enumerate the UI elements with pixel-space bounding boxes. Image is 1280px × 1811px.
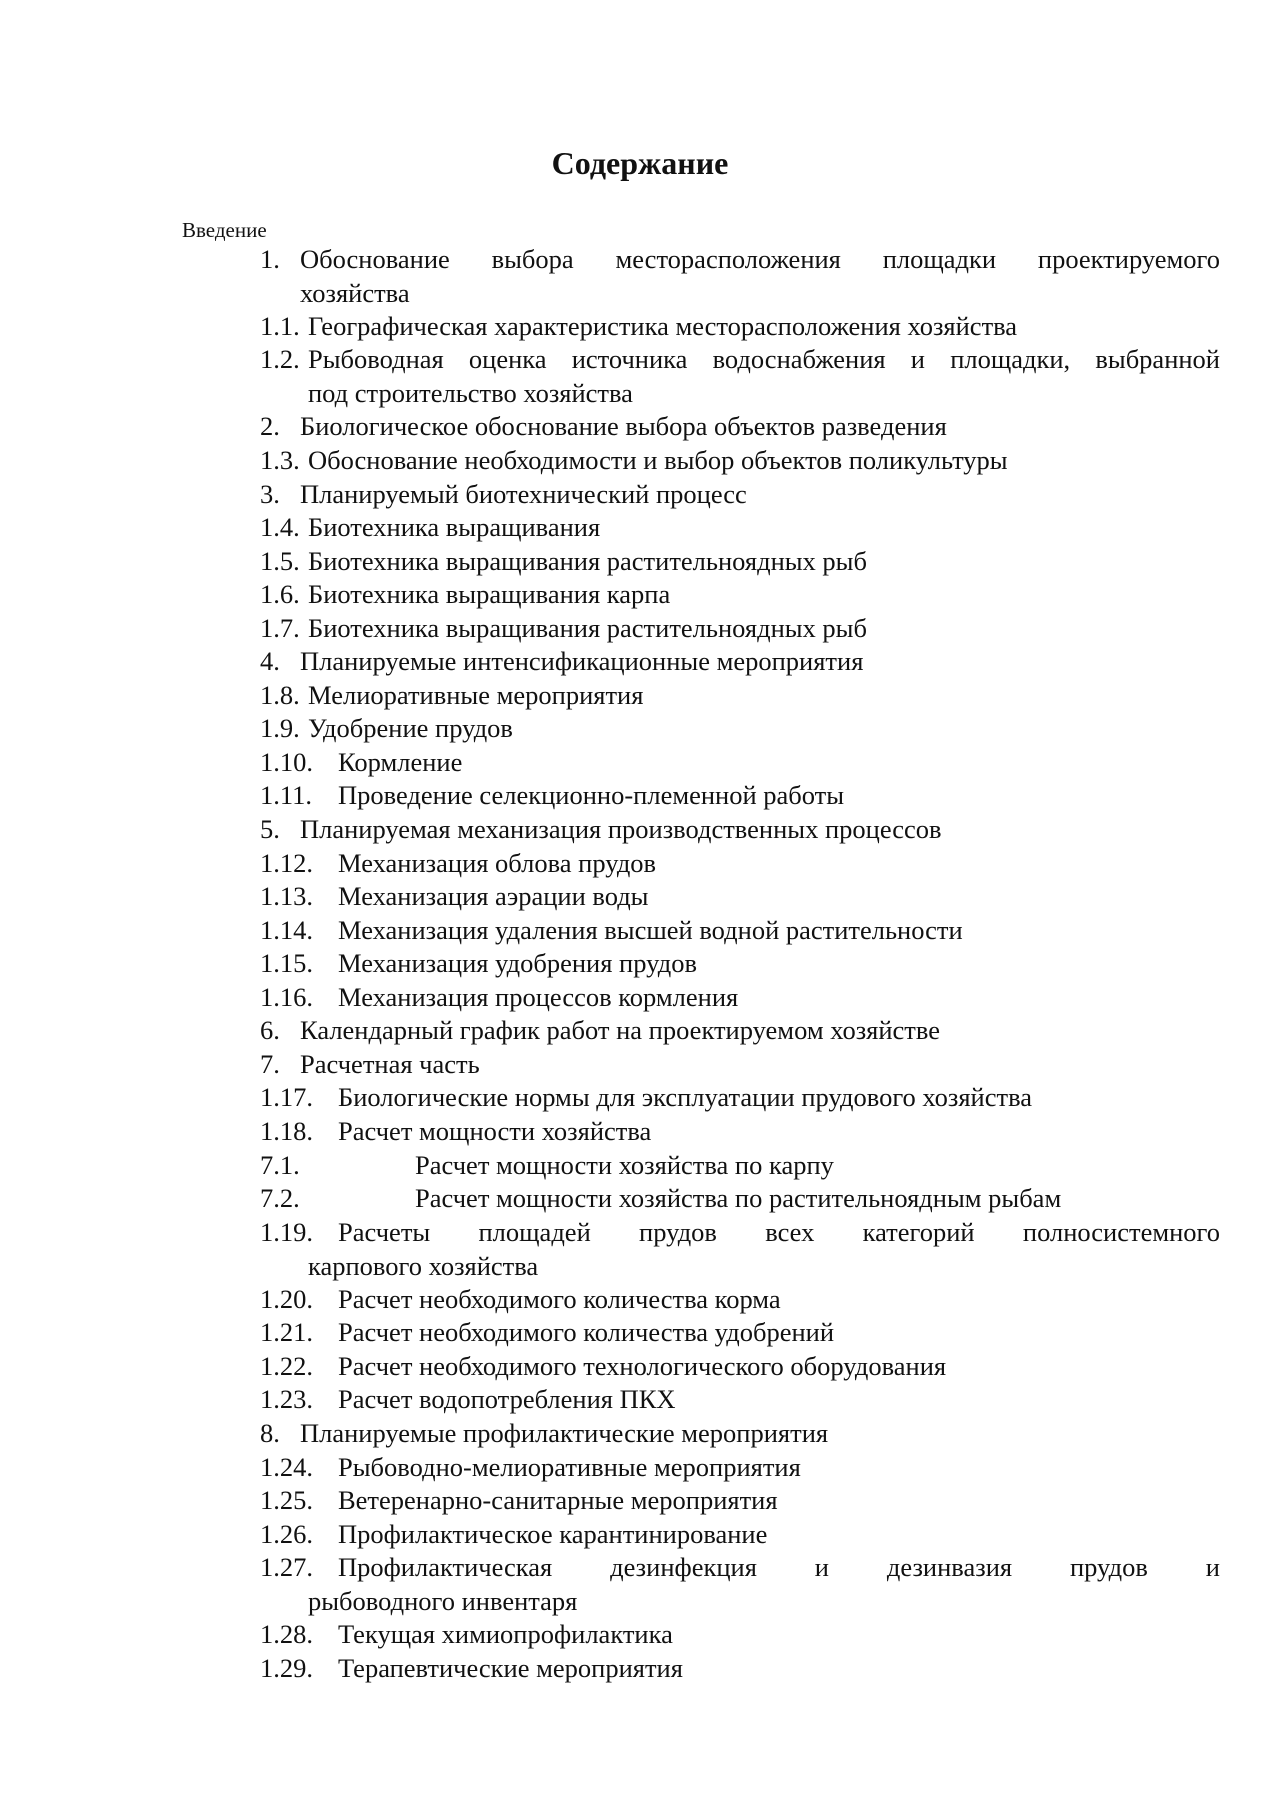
toc-number: 2. <box>260 411 280 441</box>
toc-number: 1.3. <box>260 445 300 475</box>
toc-number: 1.13. <box>260 881 313 911</box>
toc-number: 1.9. <box>260 713 300 743</box>
toc-title: Расчеты площадей прудов всех категорий полносистемного <box>338 1217 1220 1247</box>
toc-entry <box>260 1484 1220 1518</box>
toc-title: Механизация аэрации воды <box>338 881 649 911</box>
toc-title: Механизация облова прудов <box>338 848 657 878</box>
toc-number: 1.15. <box>260 948 313 978</box>
toc-title: Планируемые интенсификационные мероприятия <box>300 646 864 676</box>
toc-entry <box>260 511 1220 545</box>
toc-title: Удобрение прудов <box>308 713 513 743</box>
toc-entry <box>260 1551 1220 1618</box>
toc-intro: Введение <box>182 218 267 242</box>
toc-title: Биологические нормы для эксплуатации прудового хозяйства <box>338 1082 1033 1112</box>
toc-number: 1.19. <box>260 1217 313 1247</box>
toc-number: 1.27. <box>260 1552 313 1582</box>
toc-number: 1.28. <box>260 1619 313 1649</box>
toc-title: Рыбоводно-мелиоративные мероприятия <box>338 1452 801 1482</box>
toc-title: Мелиоративные мероприятия <box>308 680 644 710</box>
toc-number: 1.4. <box>260 512 300 542</box>
toc-title-continued: рыбоводного инвентаря <box>308 1585 578 1616</box>
toc-number: 5. <box>260 814 280 844</box>
toc-number: 1.2. <box>260 344 300 374</box>
toc-number: 1.14. <box>260 915 313 945</box>
toc-number: 1.20. <box>260 1284 313 1314</box>
toc-entry <box>260 981 1220 1015</box>
toc-number: 3. <box>260 479 280 509</box>
toc-number: 1.23. <box>260 1384 313 1414</box>
toc-title: Расчет необходимого технологического оборудования <box>338 1351 947 1381</box>
toc-number: 1.12. <box>260 848 313 878</box>
toc-entry <box>260 1383 1220 1417</box>
toc-number: 7. <box>260 1049 280 1079</box>
toc-entry <box>260 1618 1220 1652</box>
toc-number: 6. <box>260 1015 280 1045</box>
toc-title: Обоснование выбора месторасположения площадки проектируемого <box>300 244 1220 274</box>
toc-number: 1.8. <box>260 680 300 710</box>
toc-entry <box>260 746 1220 780</box>
toc-title-continued: карпового хозяйства <box>308 1250 539 1281</box>
toc-title: Расчет водопотребления ПКХ <box>338 1384 676 1414</box>
toc-entry <box>260 545 1220 579</box>
toc-number: 1.22. <box>260 1351 313 1381</box>
toc-entry <box>260 779 1220 813</box>
toc-entry <box>260 947 1220 981</box>
toc-title: Биологическое обоснование выбора объектов разведения <box>300 411 947 441</box>
toc-entry <box>260 410 1220 444</box>
toc-title: Расчет необходимого количества корма <box>338 1284 781 1314</box>
toc-number: 1.21. <box>260 1317 313 1347</box>
toc-number: 1.16. <box>260 982 313 1012</box>
toc-title: Кормление <box>338 747 463 777</box>
toc-number: 1.6. <box>260 579 300 609</box>
toc-entry <box>260 343 1220 410</box>
toc-entry <box>260 847 1220 881</box>
toc-number: 1. <box>260 244 280 274</box>
toc-entry <box>260 1283 1220 1317</box>
toc-title: Расчет мощности хозяйства <box>338 1116 652 1146</box>
toc-title: Расчет мощности хозяйства по растительноядным рыбам <box>415 1183 1062 1213</box>
toc-entry <box>260 1048 1220 1082</box>
toc-entry <box>260 1182 1220 1216</box>
toc-title: Терапевтические мероприятия <box>338 1653 683 1683</box>
toc-title: Биотехника выращивания растительноядных рыб <box>308 613 867 643</box>
toc-entry <box>260 679 1220 713</box>
toc-entry <box>260 1216 1220 1283</box>
toc-number: 1.24. <box>260 1452 313 1482</box>
toc-entry <box>260 712 1220 746</box>
toc-number: 1.11. <box>260 780 313 810</box>
toc-number: 1.26. <box>260 1519 313 1549</box>
toc-entry <box>260 1316 1220 1350</box>
toc-entry <box>260 1081 1220 1115</box>
toc-entry <box>260 612 1220 646</box>
toc-number: 1.18. <box>260 1116 313 1146</box>
toc-title: Механизация процессов кормления <box>338 982 739 1012</box>
toc-title-continued: под строительство хозяйства <box>308 377 633 408</box>
toc-title: Расчет мощности хозяйства по карпу <box>415 1150 834 1180</box>
toc-title: Механизация удаления высшей водной растительности <box>338 915 963 945</box>
toc-title: Текущая химиопрофилактика <box>338 1619 673 1649</box>
toc-number: 8. <box>260 1418 280 1448</box>
toc-title: Планируемые профилактические мероприятия <box>300 1418 829 1448</box>
toc-entry <box>260 1149 1220 1183</box>
toc-entry <box>260 1518 1220 1552</box>
toc-entry <box>260 243 1220 310</box>
toc-number: 7.1. <box>260 1150 300 1180</box>
toc-title: Проведение селекционно-племенной работы <box>338 780 845 810</box>
toc-title: Географическая характеристика месторасположения хозяйства <box>308 311 1018 341</box>
toc-entry <box>260 645 1220 679</box>
toc-entry <box>260 444 1220 478</box>
toc-number: 1.5. <box>260 546 300 576</box>
toc-title: Планируемый биотехнический процесс <box>300 479 747 509</box>
toc-number: 1.29. <box>260 1653 313 1683</box>
toc-number: 1.7. <box>260 613 300 643</box>
toc-title: Биотехника выращивания карпа <box>308 579 671 609</box>
toc-title: Биотехника выращивания растительноядных рыб <box>308 546 867 576</box>
toc-title: Ветеренарно-санитарные мероприятия <box>338 1485 778 1515</box>
toc-entry <box>260 578 1220 612</box>
toc-title: Рыбоводная оценка источника водоснабжения и площадки, выбранной <box>308 344 1220 374</box>
toc-title: Обоснование необходимости и выбор объектов поликультуры <box>308 445 1008 475</box>
toc-title: Календарный график работ на проектируемом хозяйстве <box>300 1015 940 1045</box>
toc-title: Профилактическая дезинфекция и дезинвазия прудов и <box>338 1552 1220 1582</box>
toc-number: 1.1. <box>260 311 300 341</box>
toc-title-continued: хозяйства <box>300 277 410 308</box>
toc-entry <box>260 1652 1220 1686</box>
toc-number: 1.10. <box>260 747 313 777</box>
toc-title: Биотехника выращивания <box>308 512 601 542</box>
toc-number: 4. <box>260 646 280 676</box>
toc-title: Профилактическое карантинирование <box>338 1519 768 1549</box>
toc-title: Планируемая механизация производственных процессов <box>300 814 942 844</box>
toc-title: Расчетная часть <box>300 1049 480 1079</box>
toc-entry <box>260 1350 1220 1384</box>
toc-entry <box>260 914 1220 948</box>
toc-entry <box>260 880 1220 914</box>
toc-entry <box>260 813 1220 847</box>
toc-number: 7.2. <box>260 1183 300 1213</box>
toc-entry <box>260 1115 1220 1149</box>
toc-entry <box>260 310 1220 344</box>
toc-number: 1.25. <box>260 1485 313 1515</box>
page-title: Содержание <box>551 145 729 181</box>
toc-title: Механизация удобрения прудов <box>338 948 697 978</box>
toc-title: Расчет необходимого количества удобрений <box>338 1317 835 1347</box>
toc-number: 1.17. <box>260 1082 313 1112</box>
toc-entry <box>260 1451 1220 1485</box>
toc-entry <box>260 1417 1220 1451</box>
toc-entry <box>260 478 1220 512</box>
toc-entry <box>260 1014 1220 1048</box>
